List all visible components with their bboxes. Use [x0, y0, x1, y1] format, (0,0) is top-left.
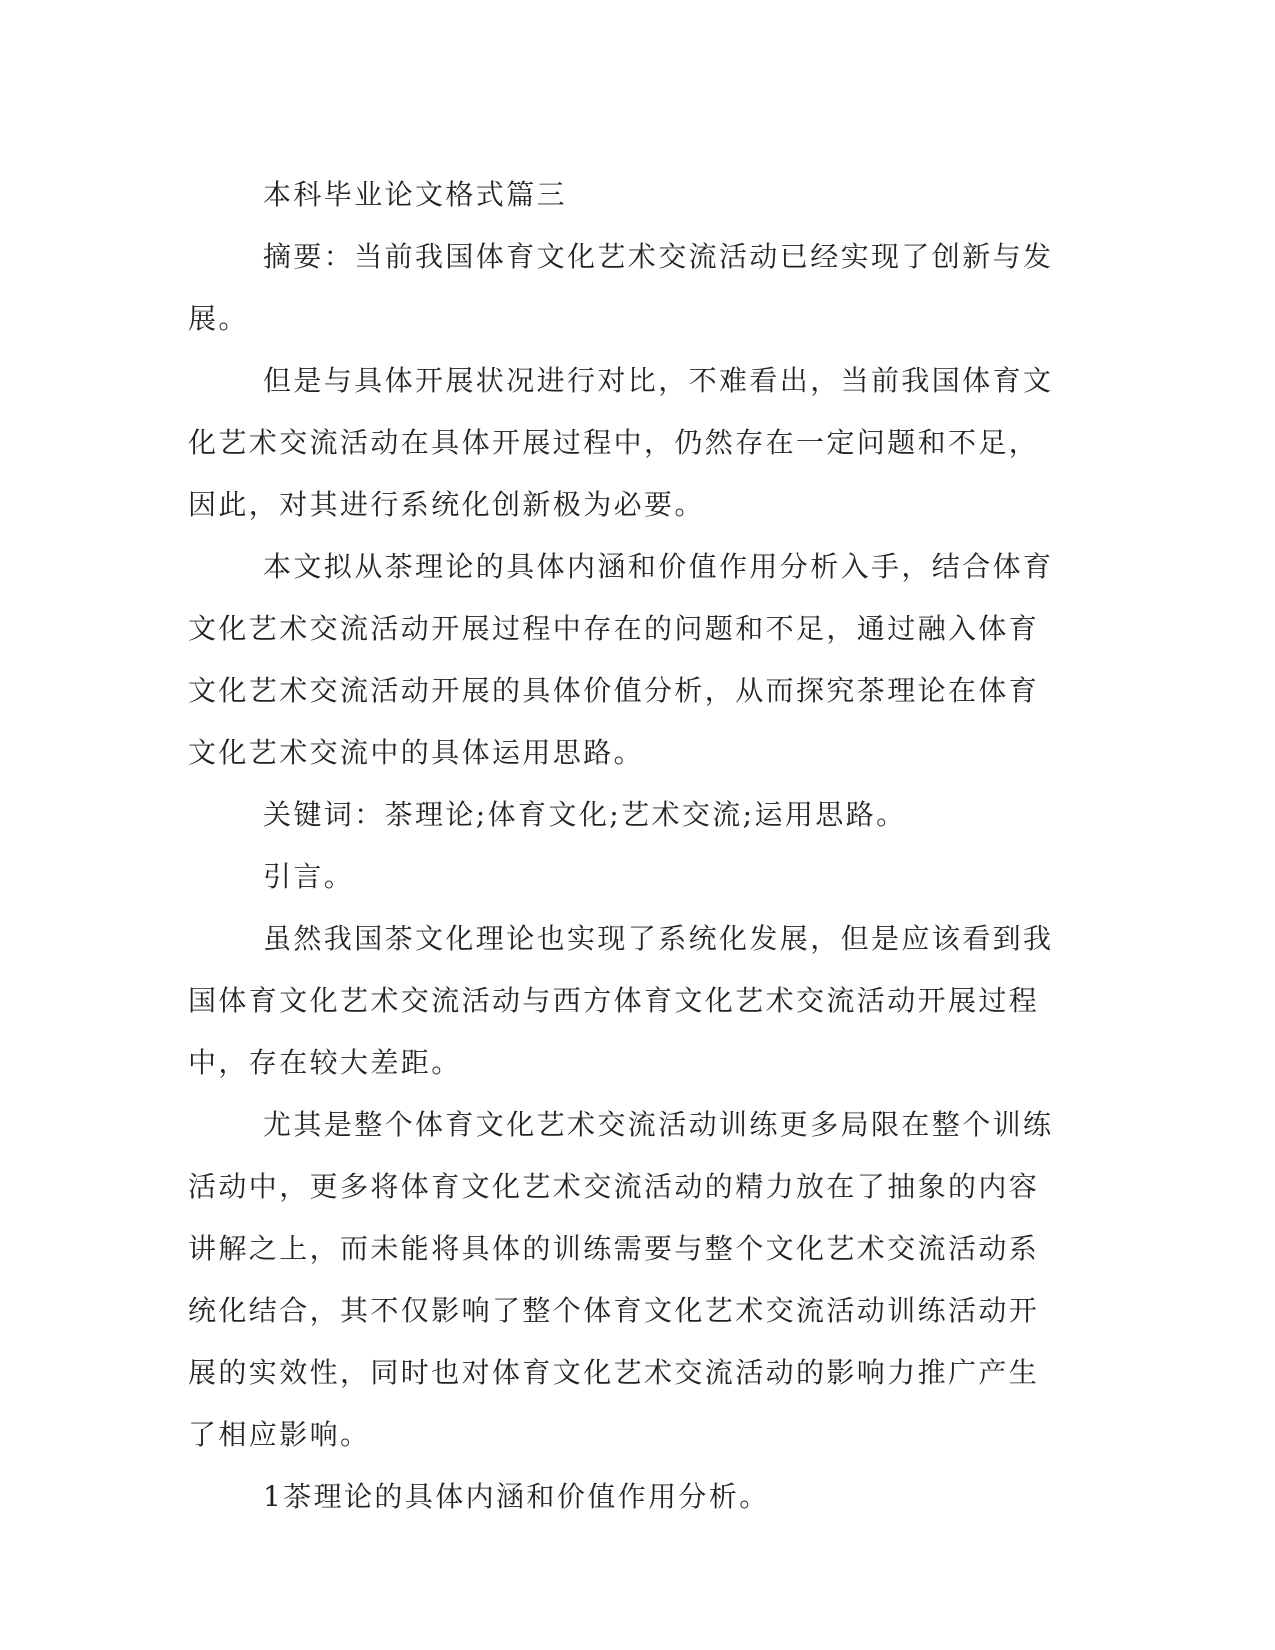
body-paragraph: 尤其是整个体育文化艺术交流活动训练更多局限在整个训练活动中，更多将体育文化艺术交流活动的精力放在了抽象的内容讲解之上，而未能将具体的训练需要与整个文化艺术交流活动系统化结合，其不仅影响了整个体育文化艺术交流活动训练活动开展的实效性，同时也对体育文化艺术交流活动的影响力推广产生了相应影响。 [188, 1108, 1054, 1451]
section-heading: 引言。 [263, 860, 355, 893]
abstract-paragraph: 摘要：当前我国体育文化艺术交流活动已经实现了创新与发展。 [188, 240, 1054, 335]
document-body [188, 164, 1068, 1528]
body-paragraph: 但是与具体开展状况进行对比，不难看出，当前我国体育文化艺术交流活动在具体开展过程中，仍然存在一定问题和不足，因此，对其进行系统化创新极为必要。 [188, 364, 1054, 521]
section-heading: 1茶理论的具体内涵和价值作用分析。 [263, 1480, 770, 1513]
body-paragraph: 虽然我国茶文化理论也实现了系统化发展，但是应该看到我国体育文化艺术交流活动与西方体育文化艺术交流活动开展过程中，存在较大差距。 [188, 922, 1054, 1079]
keywords-paragraph: 关键词：茶理论;体育文化;艺术交流;运用思路。 [263, 798, 907, 831]
body-paragraph: 本文拟从茶理论的具体内涵和价值作用分析入手，结合体育文化艺术交流活动开展过程中存在的问题和不足，通过融入体育文化艺术交流活动开展的具体价值分析，从而探究茶理论在体育文化艺术交流中的具体运用思路。 [188, 550, 1054, 769]
document-title: 本科毕业论文格式篇三 [263, 178, 568, 211]
